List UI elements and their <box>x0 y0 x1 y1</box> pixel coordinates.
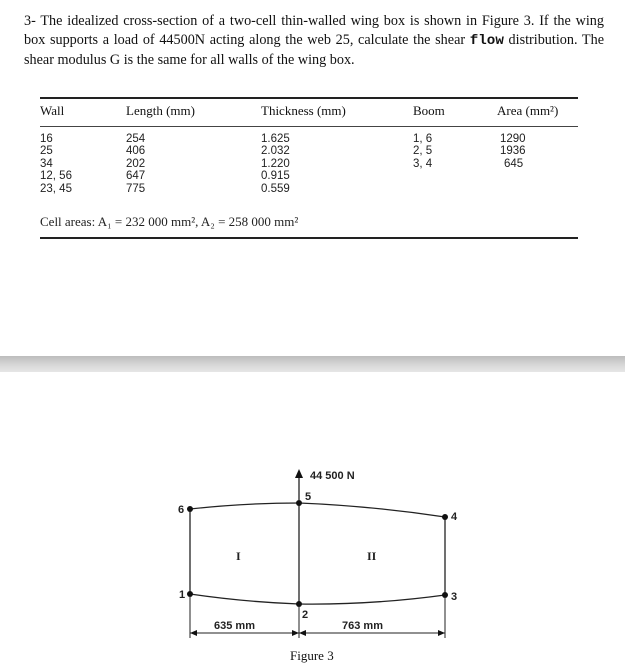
column-area <box>500 133 526 170</box>
boom-label-3: 3 <box>451 591 458 603</box>
table-cell: 645 <box>504 157 524 170</box>
question-code-word: flow <box>469 33 504 49</box>
table-cell: 25 <box>40 145 53 158</box>
table-cell: 1936 <box>500 145 526 158</box>
table-cell: 202 <box>126 157 146 170</box>
dim-arrow <box>292 630 299 636</box>
question-text-part1: 3- The idealized cross-section of a two-cell thin-walled wing box is shown in Figure 3. If the wing box supports a load of 44500N acting along the web 25, calculate the shear <box>24 13 604 48</box>
table-cell: 1.220 <box>261 157 290 170</box>
load-arrowhead <box>295 469 303 478</box>
boom-label-5: 5 <box>305 491 312 503</box>
table-bottom-rule <box>40 237 578 239</box>
figure-caption: Figure 3 <box>290 648 334 663</box>
table-cell: 2, 5 <box>413 145 433 158</box>
boom-3 <box>442 592 448 598</box>
question-text-part2: distribution. The shear modulus G is the same for all walls of the wing box. <box>24 32 604 68</box>
table-cell: 1, 6 <box>413 133 433 145</box>
boom-label-2: 2 <box>302 609 309 621</box>
table-top-rule <box>40 97 578 99</box>
page-separator <box>0 356 625 372</box>
question-text <box>24 12 604 70</box>
boom-2 <box>296 601 302 607</box>
header-area: Area (mm²) <box>497 103 559 118</box>
table-cell: 34 <box>40 157 53 170</box>
dim-arrow <box>190 630 197 636</box>
bottom-skin-cell-2 <box>299 595 445 604</box>
bottom-skin-cell-1 <box>190 594 299 604</box>
header-wall: Wall <box>40 103 65 118</box>
dim-arrow <box>299 630 306 636</box>
boom-label-4: 4 <box>451 511 458 523</box>
column-length <box>126 133 145 195</box>
cell-label-1: I <box>236 549 241 563</box>
column-thickness <box>261 133 290 195</box>
header-boom: Boom <box>413 103 445 118</box>
table-cell: 23, 45 <box>40 182 72 195</box>
top-skin-cell-1 <box>190 503 299 509</box>
cell-label-2: II <box>367 549 377 563</box>
boom-4 <box>442 514 448 520</box>
table-cell: 16 <box>40 133 53 145</box>
figure-3 <box>0 372 625 662</box>
load-label: 44 500 N <box>310 470 355 482</box>
column-wall <box>40 133 72 195</box>
boom-6 <box>187 506 193 512</box>
boom-1 <box>187 591 193 597</box>
table-cell: 1.625 <box>261 133 290 145</box>
table-cell: 775 <box>126 182 146 195</box>
wing-box-diagram <box>0 372 625 662</box>
table-cell: 1290 <box>500 133 526 145</box>
boom-5 <box>296 500 302 506</box>
table-cell: 2.032 <box>261 145 290 158</box>
table-cell: 254 <box>126 133 146 145</box>
boom-label-1: 1 <box>179 589 186 601</box>
table-cell: 0.559 <box>261 182 290 195</box>
column-boom <box>413 133 432 170</box>
dimension-label-right: 763 mm <box>342 620 383 632</box>
dimension-label-left: 635 mm <box>214 620 255 632</box>
table-cell: 0.915 <box>261 170 290 183</box>
cell-areas: Cell areas: A₁ = 232 000 mm², A₂ = 258 000 mm² <box>40 214 299 229</box>
table-header-rule <box>40 126 578 127</box>
table-cell: 3, 4 <box>413 157 433 170</box>
dim-arrow <box>438 630 445 636</box>
boom-label-6: 6 <box>178 504 185 516</box>
table-cell: 647 <box>126 170 146 183</box>
top-skin-cell-2 <box>299 503 445 517</box>
table-cell: 406 <box>126 145 146 158</box>
table-cell: 12, 56 <box>40 170 72 183</box>
header-length: Length (mm) <box>126 103 195 118</box>
header-thickness: Thickness (mm) <box>261 103 346 118</box>
